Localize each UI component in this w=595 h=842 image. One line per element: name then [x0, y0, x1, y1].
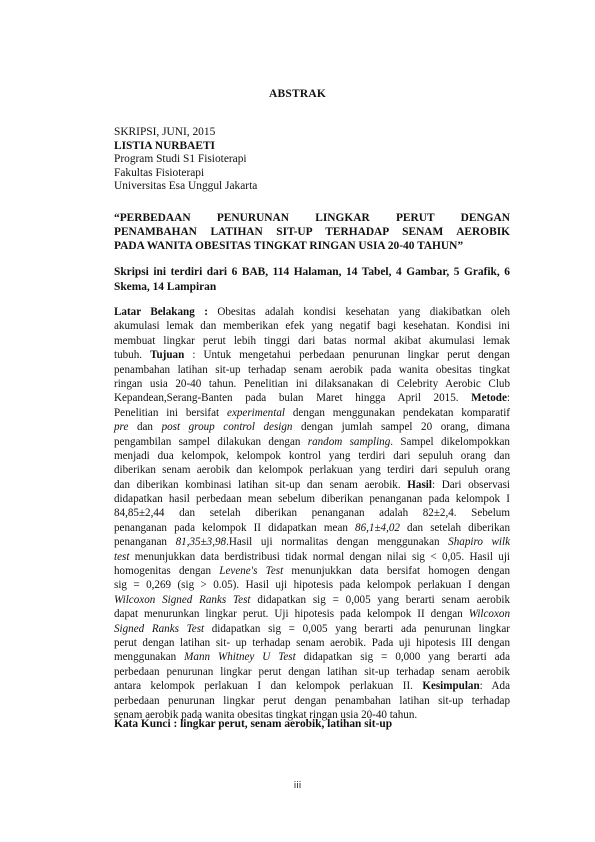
abstract-italic-term: Levene's Test: [219, 565, 284, 578]
abstract-line: [114, 650, 510, 664]
abstract-text: ringan usia 20-40 tahun. Penelitian ini dilaksanakan di Celebrity Aerobic Club: [114, 377, 510, 390]
page-title: ABSTRAK: [269, 88, 326, 100]
contents-summary-line: Skripsi ini terdiri dari 6 BAB, 114 Halaman, 14 Tabel, 4 Gambar, 5 Grafik, 6: [114, 266, 510, 278]
abstract-text: penambahan latihan sit-up terhadap senam aerobik pada wanita obesitas tingkat: [114, 363, 510, 376]
thesis-title-line: “PERBEDAAN PENURUNAN LINGKAR PERUT DENGAN: [114, 212, 510, 224]
abstract-line: [114, 305, 510, 319]
abstract-italic-term: pre: [114, 421, 129, 434]
abstract-line: [114, 478, 510, 492]
abstract-line: [114, 578, 510, 592]
abstract-text: perbedaan penurunan lingkar perut dengan latihan sit-up terhadap senam aerobik: [114, 665, 510, 678]
abstract-text: : Dari observasi: [431, 478, 510, 491]
abstract-line: [114, 435, 510, 449]
abstract-heading: Kesimpulan: [422, 680, 480, 693]
abstract-text: : Ada: [479, 680, 510, 693]
abstract-text: didapatkan sig = 0,005 yang berarti ada penurunan lingkar: [204, 622, 510, 635]
abstract-italic-term: post group control design: [161, 421, 293, 434]
abstract-line: [114, 377, 510, 391]
abstract-heading: Tujuan: [150, 349, 185, 362]
thesis-title: [114, 211, 510, 253]
abstract-text: dengan jumlah sampel 20 orang, dimana: [292, 421, 510, 434]
abstract-text: akumulasi lemak dan memberikan efek yang negatif bagi kesehatan. Kondisi ini: [114, 320, 510, 333]
abstract-text: :: [506, 392, 510, 405]
abstract-text: . Sampel dikelompokkan: [390, 435, 510, 448]
keywords: Kata Kunci : lingkar perut, senam aerobik, latihan sit-up: [114, 718, 393, 730]
abstract-text: penanganan pada kelompok II didapatkan mean: [114, 521, 356, 534]
abstract-text: antara kelompok perlakuan I dan kelompok perlakuan II.: [114, 680, 423, 693]
abstract-text: menunjukkan data berdistribusi tidak normal dengan nilai sig < 0,05. Hasil uji: [129, 550, 510, 563]
abstract-text: dan setelah diberikan: [399, 521, 510, 534]
abstract-text: senam aerobik pada wanita obesitas tingkat ringan usia 20-40 tahun.: [114, 708, 418, 721]
abstract-line: [114, 665, 510, 679]
abstract-text: perut dengan latihan sit- up terhadap senam aerobik. Pada uji hipotesis III dengan: [114, 636, 510, 649]
abstract-text: .Hasil uji normalitas dengan menggunakan: [226, 536, 449, 549]
abstract-text: dan: [128, 421, 162, 434]
abstract-italic-term: 81,35±3,98: [175, 536, 227, 549]
abstract-text: : Untuk mengetahui perbedaan penurunan lingkar perut dengan: [184, 349, 510, 362]
abstract-line: [114, 506, 510, 520]
abstract-line: [114, 334, 510, 348]
thesis-title-line: PENAMBAHAN LATIHAN SIT-UP TERHADAP SENAM AEROBIK: [114, 226, 510, 238]
abstract-body: [114, 305, 510, 722]
abstract-text: didapatkan hasil perbedaan mean sebelum diberikan penanganan pada kelompok I: [114, 493, 510, 506]
abstract-text: perbedaan penurunan lingkar perut dengan penambahan latihan sit-up terhadap: [114, 694, 510, 707]
abstract-text: Kepandean,Serang-Banten pada bulan Maret hingga April 2015.: [114, 392, 472, 405]
page-number: iii: [293, 781, 302, 791]
abstract-line: [114, 406, 510, 420]
abstract-line: [114, 391, 510, 405]
abstract-line: [114, 679, 510, 693]
abstract-italic-term: experimental: [227, 406, 285, 419]
abstract-text: dapat menurunkan lingkar perut. Uji hipotesis pada kelompok II dengan: [114, 608, 469, 621]
abstract-text: 84,85±2,44 dan setelah diberikan penanganan adalah 82±2,4. Sebelum: [114, 507, 510, 520]
abstract-text: dengan menggunakan pendekatan komparatif: [284, 406, 510, 419]
abstract-italic-term: Mann Whitney U Test: [184, 651, 296, 664]
abstract-heading: Latar Belakang :: [114, 306, 208, 318]
abstract-text: Penelitian ini bersifat: [114, 406, 228, 419]
abstract-line: [114, 564, 510, 578]
abstract-text: menggunakan: [114, 651, 185, 664]
abstract-text: membuat lingkar perut lebih tinggi dari batas normal akibat akumulasi lemak: [114, 334, 510, 347]
author-name: LISTIA NURBAETI: [114, 139, 215, 152]
thesis-title-line: PADA WANITA OBESITAS TINGKAT RINGAN USIA 20-40 TAHUN”: [114, 240, 464, 252]
abstract-text: sig = 0,269 (sig > 0.05). Hasil uji hipotesis pada kelompok perlakuan I dengan: [114, 579, 510, 592]
abstract-line: [114, 492, 510, 506]
abstract-line: [114, 420, 510, 434]
study-program: Program Studi S1 Fisioterapi: [114, 153, 247, 166]
abstract-text: penanganan: [114, 536, 176, 549]
thesis-contents-summary: [114, 265, 510, 295]
abstract-italic-term: test: [114, 550, 130, 563]
abstract-italic-term: Wilcoxon Signed Ranks Test: [114, 593, 251, 606]
abstract-text: homogenitas dengan: [114, 565, 220, 578]
abstract-heading: Metode: [471, 392, 507, 405]
abstract-text: menunjukkan data bersifat homogen dengan: [283, 565, 510, 578]
abstract-line: [114, 694, 510, 708]
abstract-line: [114, 622, 510, 636]
abstract-text: Obesitas adalah kondisi kesehatan yang diakibatkan oleh: [207, 306, 510, 318]
abstract-text: didapatkan sig = 0,000 yang berarti ada: [295, 651, 510, 664]
abstract-text: dan diberikan kombinasi latihan sit-up dan senam aerobik.: [114, 478, 408, 491]
abstract-italic-term: 86,1±4,02: [355, 521, 400, 534]
abstract-line: [114, 348, 510, 362]
abstract-italic-term: Shapiro wilk: [448, 536, 510, 549]
abstract-line: [114, 363, 510, 377]
abstract-text: pengambilan sampel dilakukan dengan: [114, 435, 308, 448]
abstract-line: [114, 449, 510, 463]
abstract-line: [114, 550, 510, 564]
abstract-text: didapatkan sig = 0,005 yang berarti senam aerobik: [250, 593, 510, 606]
thesis-type-date: SKRIPSI, JUNI, 2015: [114, 126, 216, 138]
abstract-italic-term: Wilcoxon: [468, 608, 510, 621]
abstract-line: [114, 593, 510, 607]
abstract-italic-term: random sampling: [307, 435, 391, 448]
abstract-text: diberikan senam aerobik dan kelompok perlakuan yang terdiri dari sepuluh orang: [114, 464, 510, 477]
abstract-line: [114, 636, 510, 650]
abstract-text: menjadi dua kelompok, kelompok kontrol yang terdiri dari sepuluh orang dan: [114, 449, 510, 462]
university: Universitas Esa Unggul Jakarta: [114, 180, 258, 193]
abstract-line: [114, 463, 510, 477]
abstract-line: [114, 319, 510, 333]
contents-summary-line: Skema, 14 Lampiran: [114, 281, 217, 293]
thesis-metadata: [114, 126, 257, 194]
abstract-heading: Hasil: [407, 478, 432, 491]
abstract-line: [114, 521, 510, 535]
abstract-italic-term: Signed Ranks Test: [114, 622, 205, 635]
abstract-text: tubuh.: [114, 349, 151, 362]
abstract-line: [114, 535, 510, 549]
abstract-line: [114, 607, 510, 621]
faculty: Fakultas Fisioterapi: [114, 166, 205, 179]
